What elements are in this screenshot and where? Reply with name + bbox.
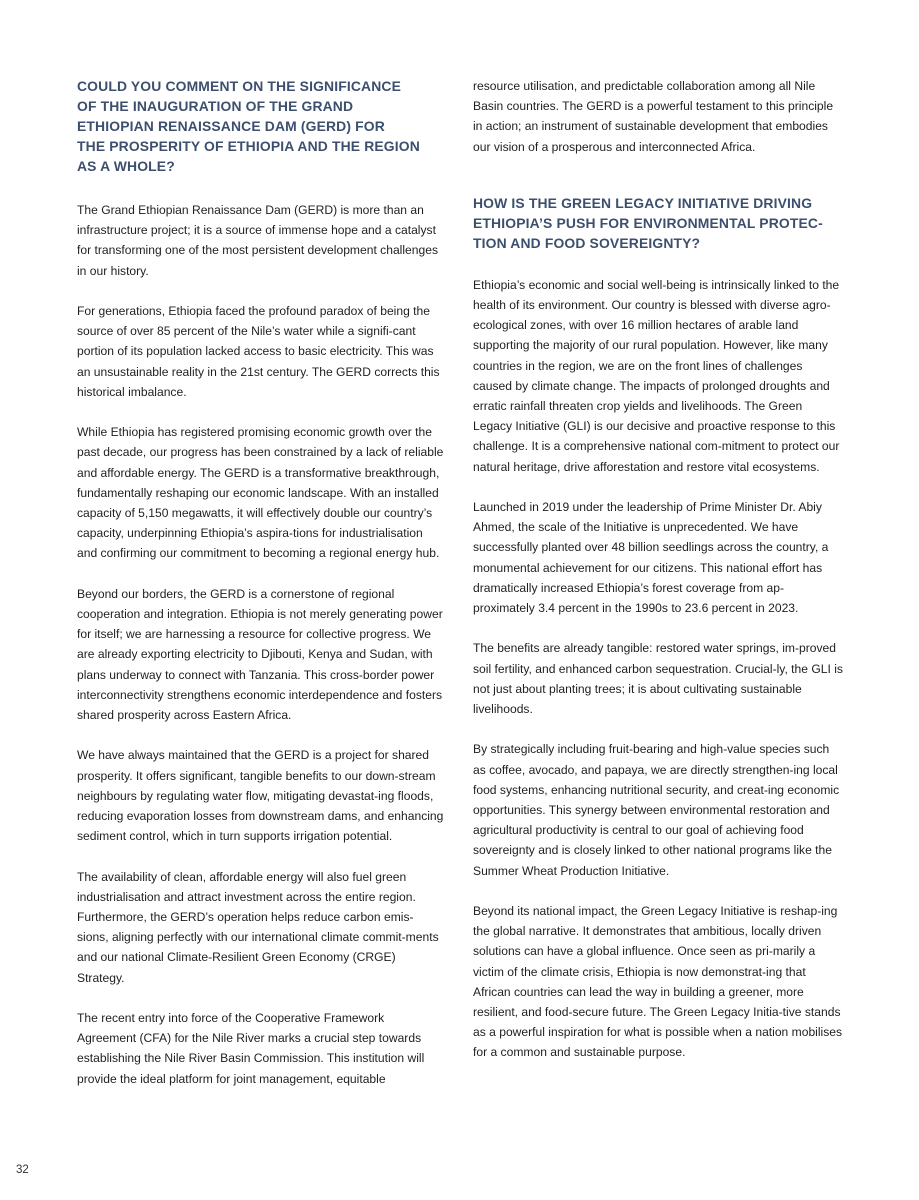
paragraph: The Grand Ethiopian Renaissance Dam (GERD) is more than an infrastructure project; it is a source of immense hope and a catalyst for transforming one of the most persistent development challenges in our history. bbox=[77, 203, 438, 278]
paragraph: The benefits are already tangible: restored water springs, im-proved soil fertility, and enhanced carbon sequestration. Crucial-ly, the GLI is not just about planting trees; it is about cultivating sustainable livelihoods. bbox=[473, 641, 843, 717]
page-number: 32 bbox=[16, 1164, 29, 1176]
paragraph: Launched in 2019 under the leadership of Prime Minister Dr. Abiy Ahmed, the scale of the Initiative is unprecedented. We have successfully planted over 48 billion seedlings across the country, a monumental achievement for our citizens. This national effort has dramatically increased Ethiopia’s forest coverage from ap-proximately 3.4 percent in the 1990s to 23.6 percent in 2023. bbox=[473, 500, 829, 616]
paragraph: The availability of clean, affordable energy will also fuel green industrialisation and attract investment across the entire region. Furthermore, the GERD’s operation helps reduce carbon emis-sions, aligning perfectly with our international climate commit-ments and our national Climate-Resilient Green Economy (CRGE) Strategy. bbox=[77, 869, 439, 985]
paragraph: Beyond its national impact, the Green Legacy Initiative is reshap-ing the global narrative. It demonstrates that ambitious, locally driven solutions can have a global influence. Once seen as pri-marily a victim of the climate crisis, Ethiopia is now demonstrat-ing that African countries can lead the way in building a greener, more resilient, and food-secure future. The Green Legacy Initia-tive stands as a powerful inspiration for what is possible when a nation mobilises for a common and sustainable purpose. bbox=[473, 904, 843, 1060]
paragraph: The recent entry into force of the Cooperative Framework Agreement (CFA) for the Nile River marks a crucial step towards establishing the Nile River Basin Commission. This institution will provide the ideal platform for joint management, equitable bbox=[77, 1011, 425, 1086]
section-heading-gerd: COULD YOU COMMENT ON THE SIGNIFICANCE OF THE INAUGURATION OF THE GRAND ETHIOPIAN RENAISSANCE DAM (GERD) FOR THE PROSPERITY OF ETHIOPIA AND THE REGION AS A WHOLE? bbox=[77, 78, 420, 174]
right-column bbox=[473, 76, 843, 1063]
paragraph: For generations, Ethiopia faced the profound paradox of being the source of over 85 percent of the Nile’s water while a signifi-cant portion of its population lacked access to basic electricity. This was an unsustainable reality in the 21st century. The GERD corrects this historical imbalance. bbox=[77, 304, 440, 399]
paragraph: While Ethiopia has registered promising economic growth over the past decade, our progress has been constrained by a lack of reliable and affordable energy. The GERD is a transformative breakthrough, fundamentally reshaping our economic landscape. With an installed capacity of 5,150 megawatts, it will effectively double our country’s capacity, underpinning Ethiopia’s aspira-tions for industrialisation and confirming our commitment to becoming a regional energy hub. bbox=[77, 425, 444, 561]
paragraph: Beyond our borders, the GERD is a cornerstone of regional cooperation and integration. Ethiopia is not merely generating power for itself; we are harnessing a resource for collective progress. We are already exporting electricity to Djibouti, Kenya and Sudan, with plans underway to connect with Tanzania. This cross-border power interconnectivity strengthens economic interdependence and fosters shared prosperity across Eastern Africa. bbox=[77, 586, 443, 723]
paragraph: By strategically including fruit-bearing and high-value species such as coffee, avocado, and papaya, we are directly strengthen-ing local food systems, enhancing nutritional security, and creat-ing economic opportunities. This synergy between environmental restoration and agricultural productivity is central to our goal of achieving food sovereignty and is closely linked to other national programs like the Summer Wheat Production Initiative. bbox=[473, 742, 840, 878]
left-column bbox=[77, 76, 445, 1089]
paragraph: We have always maintained that the GERD is a project for shared prosperity. It offers significant, tangible benefits to our down-stream neighbours by regulating water flow, mitigating devastat-ing floods, reducing evaporation losses from downstream dams, and enhancing sediment control, which in turn supports irrigation potential. bbox=[77, 748, 444, 844]
paragraph: Ethiopia’s economic and social well-being is intrinsically linked to the health of its environment. Our country is blessed with diverse agro-ecological zones, with over 16 million hectares of arable land supporting the majority of our rural population. However, like many countries in the region, we are on the front lines of challenges caused by climate change. The impacts of prolonged droughts and erratic rainfall threaten crop yields and livelihoods. The Green Legacy Initiative (GLI) is our decisive and proactive response to this challenge. It is a comprehensive national com-mitment to protect our natural heritage, drive afforestation and restore vital ecosystems. bbox=[473, 277, 840, 474]
section-heading-green-legacy: HOW IS THE GREEN LEGACY INITIATIVE DRIVING ETHIOPIA’S PUSH FOR ENVIRONMENTAL PROTEC- TION AND FOOD SOVEREIGNTY? bbox=[473, 194, 823, 251]
paragraph-continuation: resource utilisation, and predictable collaboration among all Nile Basin countries. The GERD is a powerful testament to this principle in action; an instrument of sustainable development that embodies our vision of a prosperous and interconnected Africa. bbox=[473, 79, 834, 154]
